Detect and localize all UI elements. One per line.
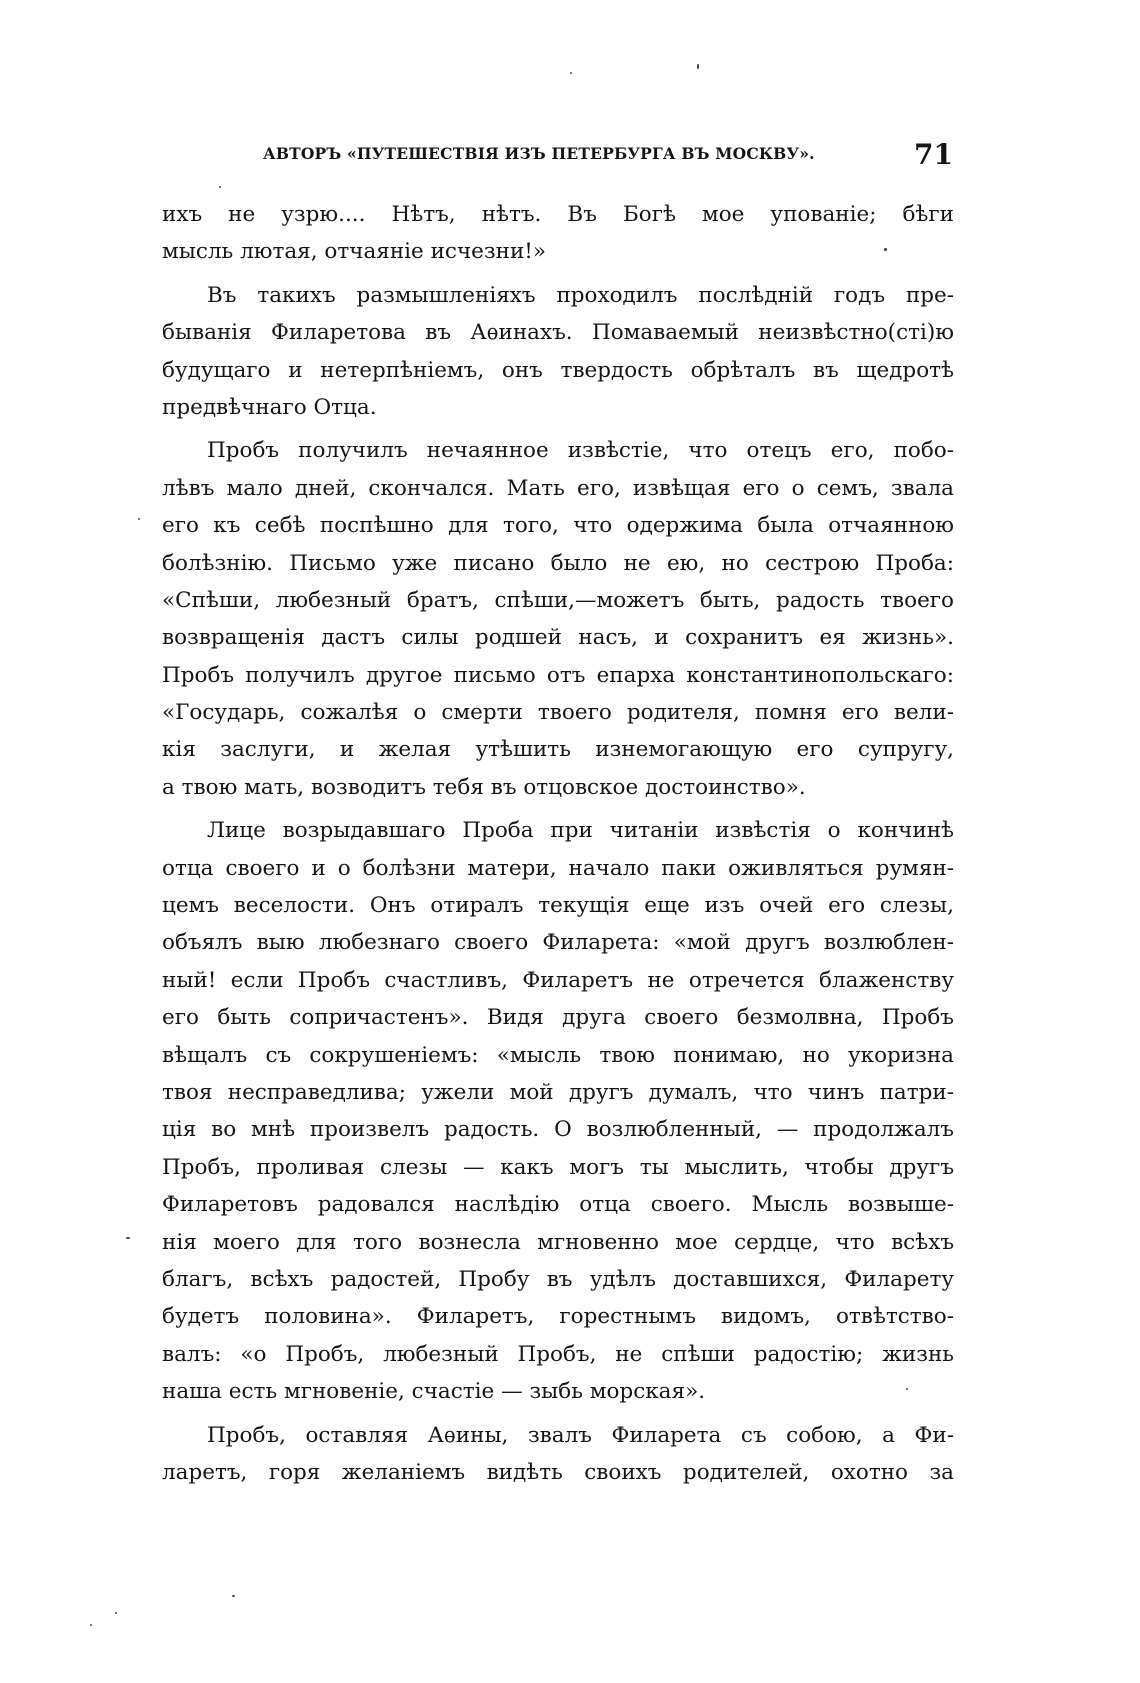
scan-speck <box>115 1612 117 1614</box>
scan-speck <box>884 248 887 251</box>
scan-speck <box>138 518 140 520</box>
text-line: мысль лютая, отчаяніе исчезни!» <box>162 239 547 265</box>
running-head <box>263 140 953 180</box>
text-line: его къ себѣ поспѣшно для того, что одержима была отчаянною <box>162 513 954 539</box>
scan-speck <box>906 1388 908 1390</box>
scan-speck <box>219 186 221 188</box>
paragraph <box>162 277 954 427</box>
text-line: твоя несправедлива; ужели мой другъ думалъ, что чинъ патри- <box>162 1079 954 1105</box>
text-line: лѣвъ мало дней, скончался. Мать его, извѣщая его о семъ, звала <box>162 475 954 501</box>
text-line: отца своего и о болѣзни матери, начало паки оживляться румян- <box>162 855 954 881</box>
text-line: болѣзнію. Письмо уже писано было не ею, но сестрою Проба: <box>162 550 954 576</box>
scan-speck <box>126 1237 130 1239</box>
text-line: наша есть мгновеніе, счастіе — зыбь морская». <box>162 1379 706 1405</box>
text-line: цемъ веселости. Онъ отиралъ текущія еще изъ очей его слезы, <box>162 893 954 919</box>
text-line: «Государь, сожалѣя о смерти твоего родителя, помня его вели- <box>162 700 954 726</box>
scan-speck <box>232 1595 235 1597</box>
text-line: Лице возрыдавшаго Проба при читаніи извѣстія о кончинѣ <box>207 818 954 844</box>
text-line: кія заслуги, и желая утѣшить изнемогающую его супругу, <box>162 737 954 763</box>
text-line: Пробъ, оставляя Аѳины, звалъ Филарета съ собою, а Фи- <box>207 1422 954 1448</box>
scan-speck <box>90 1624 92 1626</box>
running-title: АВТОРЪ «ПУТЕШЕСТВІЯ ИЗЪ ПЕТЕРБУРГА ВЪ МОСКВУ». <box>263 144 815 163</box>
text-line: предвѣчнаго Отца. <box>162 394 377 420</box>
text-line: валъ: «о Пробъ, любезный Пробъ, не спѣши радостію; жизнь <box>162 1341 954 1367</box>
text-line: «Спѣши, любезный братъ, спѣши,—можетъ быть, радость твоего <box>162 587 954 613</box>
text-line: а твою мать, возводитъ тебя въ отцовское достоинство». <box>162 774 806 800</box>
text-line: ція во мнѣ произвелъ радость. О возлюбленный, — продолжалъ <box>162 1117 954 1143</box>
text-line: Въ такихъ размышленіяхъ проходилъ послѣдній годъ пре- <box>207 282 954 308</box>
scan-speck <box>570 72 572 74</box>
text-line: Пробъ, проливая слезы — какъ могъ ты мыслить, чтобы другъ <box>162 1154 954 1180</box>
text-line: его быть сопричастенъ». Видя друга своего безмолвна, Пробъ <box>162 1005 954 1031</box>
text-line: благъ, всѣхъ радостей, Пробу въ удѣлъ доставшихся, Филарету <box>162 1266 954 1292</box>
text-line: будущаго и нетерпѣніемъ, онъ твердость обрѣталъ въ щедротѣ <box>162 357 954 383</box>
text-line: Филаретовъ радовался наслѣдію отца своего. Мысль возвыше- <box>162 1192 954 1218</box>
text-line: вѣщалъ съ сокрушеніемъ: «мысль твою понимаю, но укоризна <box>162 1042 954 1068</box>
paragraph <box>162 432 954 806</box>
body-text <box>162 196 954 1491</box>
text-line: быванія Филаретова въ Аѳинахъ. Помаваемый неизвѣстно(сті)ю <box>162 320 954 346</box>
text-line: возвращенія дастъ силы родшей насъ, и сохранитъ ея жизнь». <box>162 625 954 651</box>
text-line: ихъ не узрю.... Нѣтъ, нѣтъ. Въ Богѣ мое упованіе; бѣги <box>162 202 954 227</box>
text-line: Пробъ получилъ другое письмо отъ епарха константинопольскаго: <box>162 662 954 688</box>
text-line: ный! если Пробъ счастливъ, Филаретъ не отречется блаженству <box>162 967 954 993</box>
paragraph <box>162 812 954 1410</box>
page-number: 71 <box>914 138 953 171</box>
paragraph <box>162 196 954 271</box>
scan-speck <box>697 64 699 69</box>
text-line: нія моего для того вознесла мгновенно мое сердце, что всѣхъ <box>162 1229 954 1255</box>
text-line: ларетъ, горя желаніемъ видѣть своихъ родителей, охотно за <box>162 1459 954 1485</box>
paragraph <box>162 1417 954 1492</box>
text-line: будетъ половина». Филаретъ, горестнымъ видомъ, отвѣтство- <box>162 1304 954 1330</box>
text-line: объялъ выю любезнаго своего Филарета: «мой другъ возлюблен- <box>162 930 954 956</box>
text-line: Пробъ получилъ нечаянное извѣстіе, что отецъ его, побо- <box>207 438 954 464</box>
